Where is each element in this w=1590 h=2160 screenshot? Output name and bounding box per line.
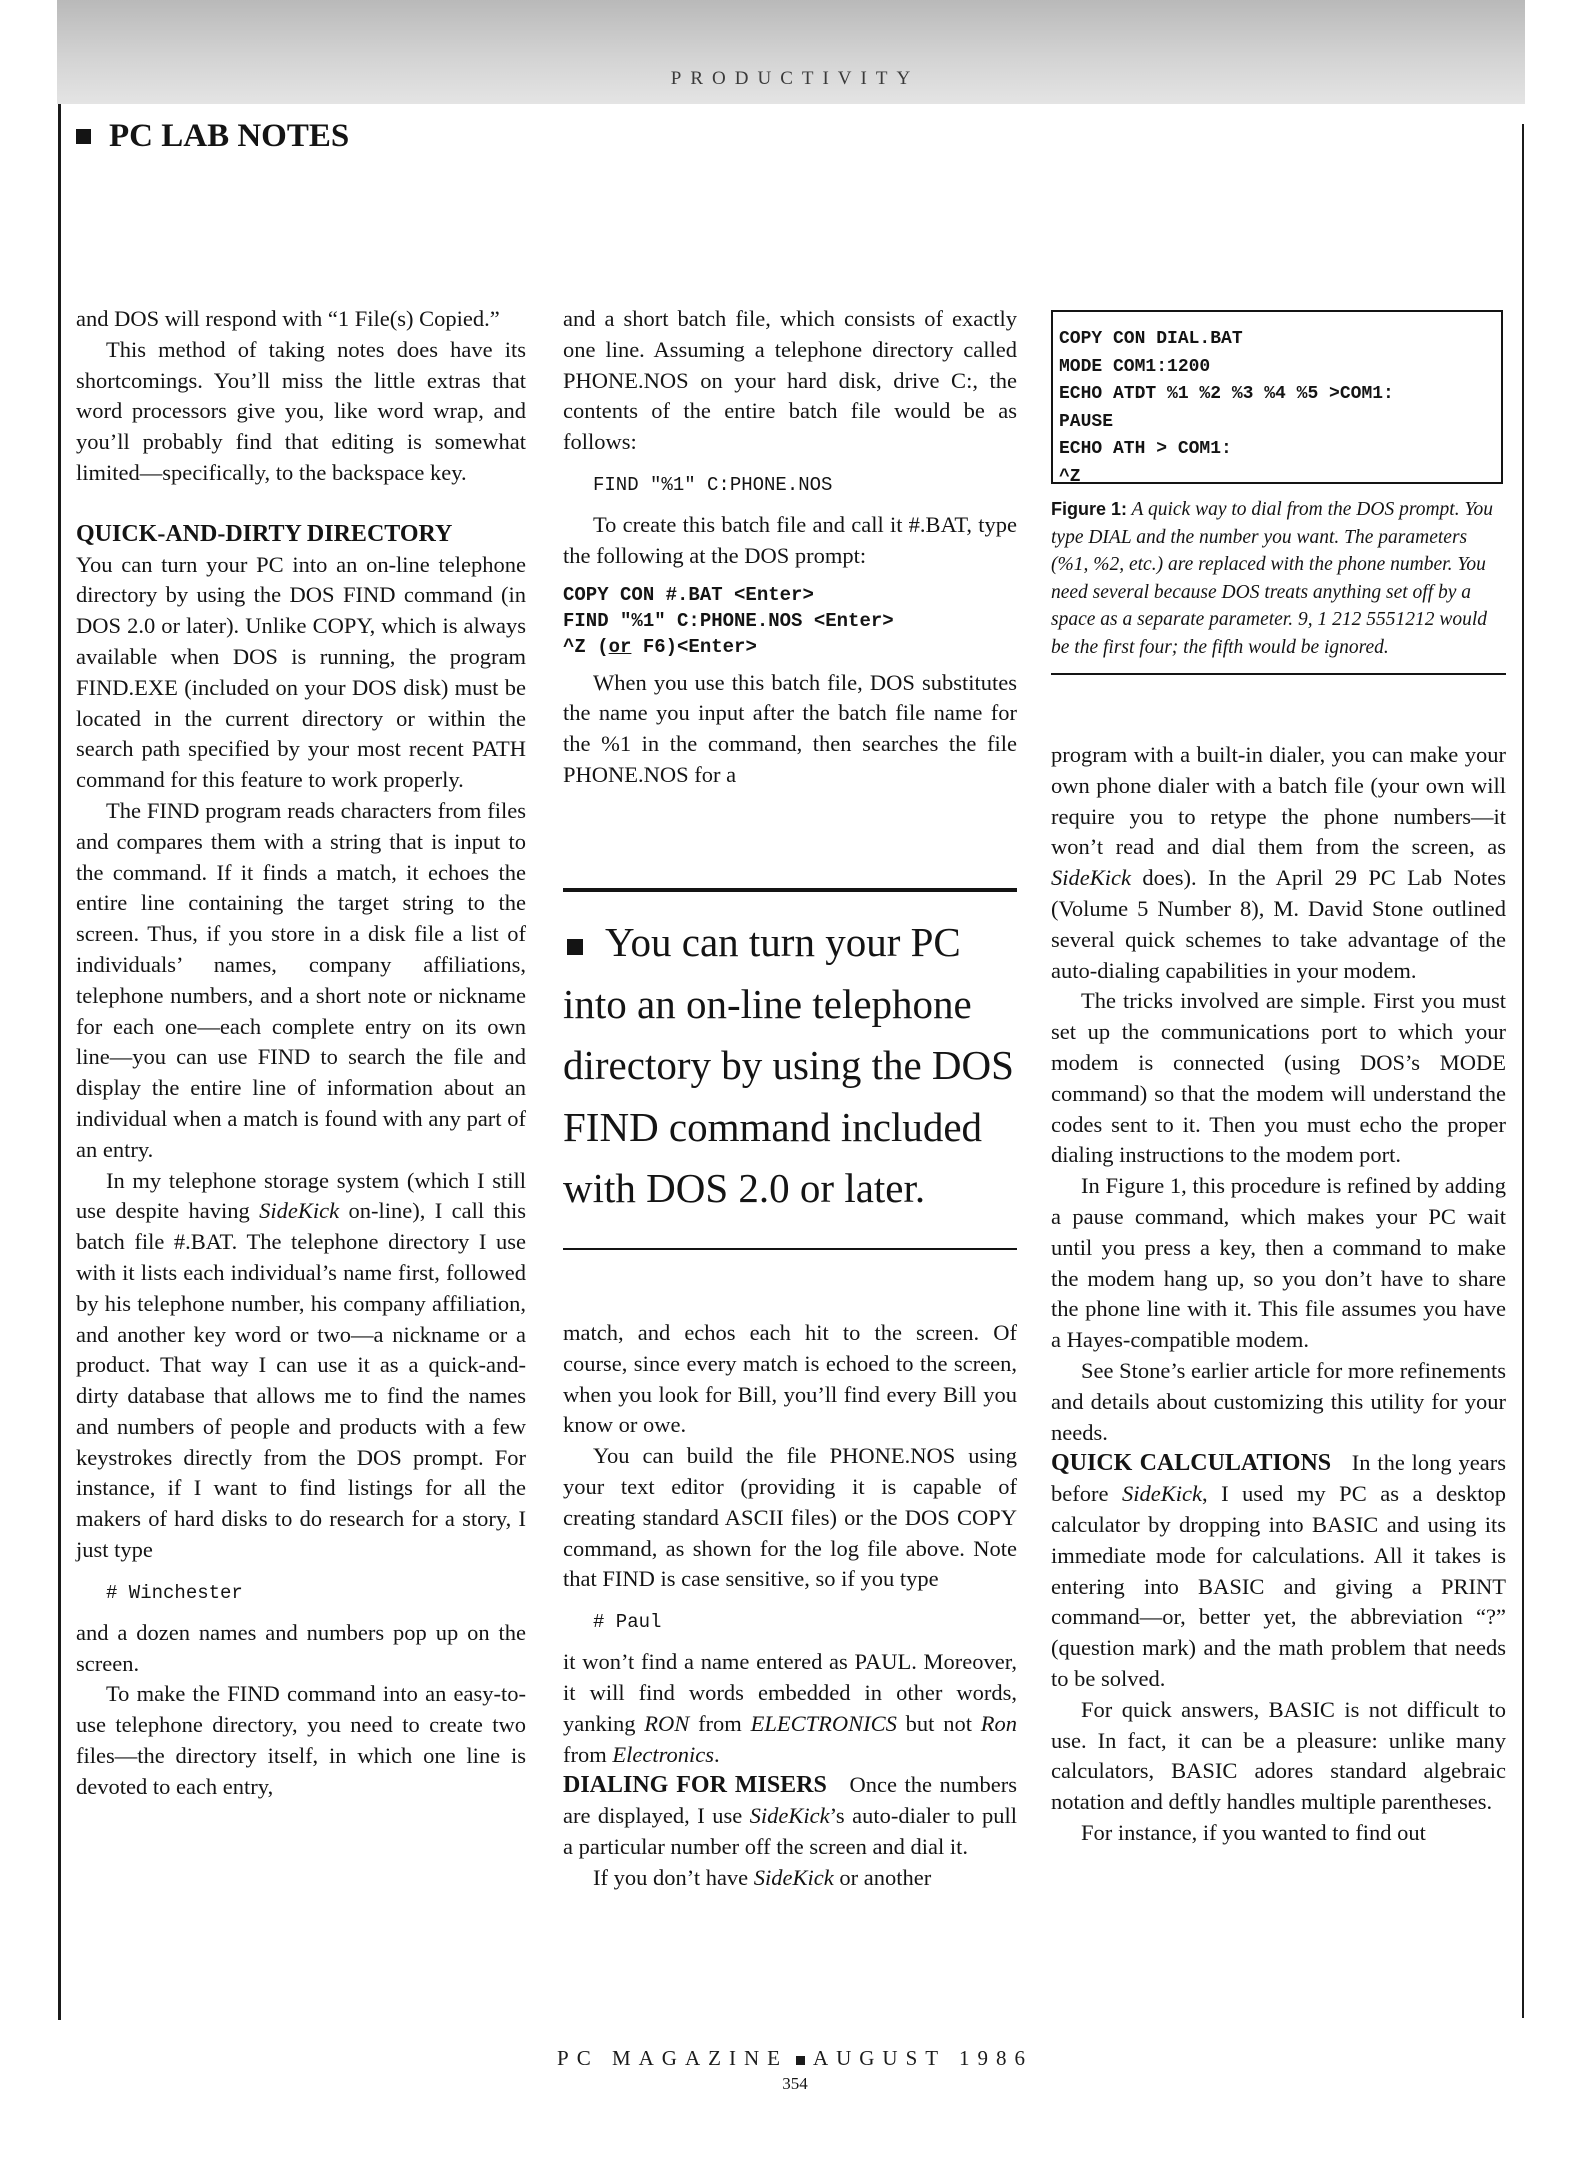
text-run: but not xyxy=(896,1710,981,1736)
text-run: RON xyxy=(644,1710,690,1736)
page-number: 354 xyxy=(782,2074,808,2093)
paragraph: The FIND program reads characters from files and compares them with a string that is input to the command. If it finds a match, it echoes the entire line containing the target string to the screen. Thus, if you store in a disk file a list of individuals’ names, company affiliations, telephone numbers, and a short note or nickname for each one—each complete entry on its own line—you can use FIND to search the file and display the entire line of information about an individual when a match is found with any part of an entry. xyxy=(76,797,526,1162)
section-label: PRODUCTIVITY xyxy=(670,68,920,89)
section-heading: QUICK-AND-DIRTY DIRECTORY xyxy=(76,520,453,547)
pull-quote xyxy=(563,888,1017,1250)
product-name: SideKick xyxy=(1121,1481,1202,1507)
pull-quote-text: You can turn your PC into an on-line telephone directory by using the DOS FIND command included with DOS 2.0 or later. xyxy=(563,919,1014,1211)
text-run: from xyxy=(689,1710,751,1736)
product-name: SideKick xyxy=(753,1864,834,1890)
paragraph: and DOS will respond with “1 File(s) Copied.” xyxy=(76,306,500,331)
paragraph xyxy=(563,1863,1017,1894)
paragraph: This method of taking notes does have its shortcomings. You’ll miss the little extras that word processors give you, like word wrap, and you’ll probably find that editing is somewhat limited—specifically, to the backspace key. xyxy=(76,336,526,485)
text-run: it won’t find a name entered as PAUL. Moreover, it will find words embedded in other words, yanking xyxy=(563,1649,1017,1736)
paragraph: and a short batch file, which consists of exactly one line. Assuming a telephone directory called PHONE.NOS on your hard disk, drive C:, the contents of the entire batch file would be as follows: xyxy=(563,306,1017,455)
text-run: does). In the April 29 PC Lab Notes (Volume 5 Number 8), M. David Stone outlined several quick schemes to take advantage of the auto-dialing capabilities in your modem. xyxy=(1051,865,1506,983)
section-heading: QUICK CALCULATIONS xyxy=(1051,1450,1332,1477)
paragraph: You can build the file PHONE.NOS using your text editor (providing it is capable of creating standard ASCII files) or the DOS COPY command, as shown for the log file above. Note that FIND is case sensitive, so if you type xyxy=(563,1443,1017,1592)
code-sample: FIND "%1" C:PHONE.NOS xyxy=(593,473,833,496)
text-run: Ron xyxy=(980,1710,1017,1736)
paragraph xyxy=(76,1166,526,1566)
text-run: program with a built-in dialer, you can make your own phone dialer with a batch file (your own will require you to retype the phone numbers—it won’t read and dial them from the screen, as xyxy=(1051,742,1506,860)
issue-date: AUGUST 1986 xyxy=(812,2046,1033,2070)
product-name: SideKick xyxy=(1051,865,1131,891)
code-line: COPY CON #.BAT <Enter> xyxy=(563,583,814,606)
paragraph xyxy=(563,1647,1017,1770)
paragraph: You can turn your PC into an on-line telephone directory by using the DOS FIND command (in DOS 2.0 or later). Unlike COPY, which is always available when DOS is running, the program FIND.EXE (included on your DOS disk) must be located in the current directory or within the search path specified by your most recent PATH command for this feature to work properly. xyxy=(76,551,526,793)
paragraph: match, and echos each hit to the screen. Of course, since every match is echoed to the screen, when you look for Bill, you’ll find every Bill you know or owe. xyxy=(563,1320,1017,1438)
text-run: . xyxy=(714,1741,720,1767)
right-rule xyxy=(1522,124,1524,2018)
paragraph: and a dozen names and numbers pop up on the screen. xyxy=(76,1619,526,1676)
left-rule xyxy=(58,104,61,2020)
text-run: ’s auto-dialer to pull a particular number off the screen and dial it. xyxy=(563,1803,1017,1859)
code-line: or xyxy=(608,635,632,658)
paragraph: In Figure 1, this procedure is refined by adding a pause command, which makes your PC wait until you press a key, then a command to make the modem hang up, so you don’t have to share the phone line with it. This file assumes you have a Hayes-compatible modem. xyxy=(1051,1173,1506,1353)
code-sample: # Winchester xyxy=(106,1581,243,1604)
square-bullet-icon xyxy=(76,129,91,144)
section-heading: DIALING FOR MISERS xyxy=(563,1772,827,1799)
text-run: , I used my PC as a desktop calculator by dropping into BASIC and using its immediate mode for calculations. All it takes is entering into BASIC and giving a PRINT command—or, better yet, the abbreviation “?” (question mark) and the math problem that needs to be solved. xyxy=(1051,1481,1506,1691)
footer xyxy=(0,2046,1590,2071)
paragraph xyxy=(1051,740,1506,986)
code-sample xyxy=(563,582,1017,660)
code-line: FIND "%1" C:PHONE.NOS <Enter> xyxy=(563,609,894,632)
paragraph xyxy=(563,1770,1017,1862)
section-heading-block xyxy=(76,519,526,796)
text-run: ELECTRONICS xyxy=(750,1710,897,1736)
text-run: or another xyxy=(833,1864,932,1890)
paragraph: To create this batch file and call it #.BAT, type the following at the DOS prompt: xyxy=(563,511,1017,568)
product-name: SideKick xyxy=(259,1198,340,1224)
department-heading xyxy=(76,118,349,155)
column-2-bottom xyxy=(563,1318,1017,1894)
text-run: If you don’t have xyxy=(593,1864,754,1890)
figure-1-caption xyxy=(1051,496,1506,675)
caption-text: A quick way to dial from the DOS prompt. You type DIAL and the number you want. The parameters (%1, %2, etc.) are replaced with the phone number. You need several because DOS treats anything set off by a space as a separate parameter. 9, 1 212 5551212 would be the first four; the fifth would be ignored. xyxy=(1051,499,1494,658)
square-bullet-icon xyxy=(567,939,583,955)
paragraph: To make the FIND command into an easy-to-use telephone directory, you need to create two files—the directory itself, in which one line is devoted to each entry, xyxy=(76,1681,526,1799)
paragraph: When you use this batch file, DOS substitutes the name you input after the batch file name for the %1 in the command, then searches the file PHONE.NOS for a xyxy=(563,669,1017,787)
text-run: Electronics xyxy=(612,1741,715,1767)
text-run: from xyxy=(563,1741,613,1767)
text-run: on-line), I call this batch file #.BAT. The telephone directory I use with it lists each individual’s name first, followed by his telephone number, his company affiliation, and another key word or two—a nickname or a product. That way I can use it as a quick-and-dirty database that allows me to find the names and numbers of people and products with a few keystrokes directly from the DOS prompt. For instance, if I want to find listings for all the makers of hard disks to do research for a story, I just type xyxy=(76,1198,527,1563)
code-line: ^Z ( xyxy=(563,635,609,658)
department-title: PC LAB NOTES xyxy=(109,118,350,154)
paragraph xyxy=(1051,1448,1506,1694)
paragraph: For instance, if you wanted to find out xyxy=(1081,1819,1426,1845)
figure-1-code-box: COPY CON DIAL.BAT MODE COM1:1200 ECHO ATDT %1 %2 %3 %4 %5 >COM1: PAUSE ECHO ATH > COM1: ^Z xyxy=(1051,310,1503,484)
column-1 xyxy=(76,304,526,1803)
paragraph: See Stone’s earlier article for more refinements and details about customizing this utility for your needs. xyxy=(1051,1357,1506,1445)
text-run: In my telephone storage system (which I still use despite having xyxy=(76,1167,526,1224)
column-2-top xyxy=(563,304,1017,791)
code-sample: # Paul xyxy=(593,1611,662,1634)
product-name: SideKick xyxy=(749,1803,830,1829)
paragraph: The tricks involved are simple. First you must set up the communications port to which your modem is connected (using DOS’s MODE command) so that the modem will understand the codes sent to it. Then you must echo the proper dialing instructions to the modem port. xyxy=(1051,988,1506,1168)
magazine-name: PC MAGAZINE xyxy=(557,2046,788,2070)
figure-label: Figure 1: xyxy=(1051,499,1128,519)
code-line: F6)<Enter> xyxy=(631,635,757,658)
text-run: In the long years before xyxy=(1051,1450,1506,1507)
square-bullet-icon xyxy=(796,2056,805,2065)
text-run: Once the numbers are displayed, I use xyxy=(563,1772,1018,1829)
column-3 xyxy=(1051,740,1506,1849)
paragraph: For quick answers, BASIC is not difficult to use. In fact, it can be a pleasure: unlike many calculators, BASIC adores standard algebraic notation and deftly handles multiple parentheses. xyxy=(1051,1696,1506,1815)
